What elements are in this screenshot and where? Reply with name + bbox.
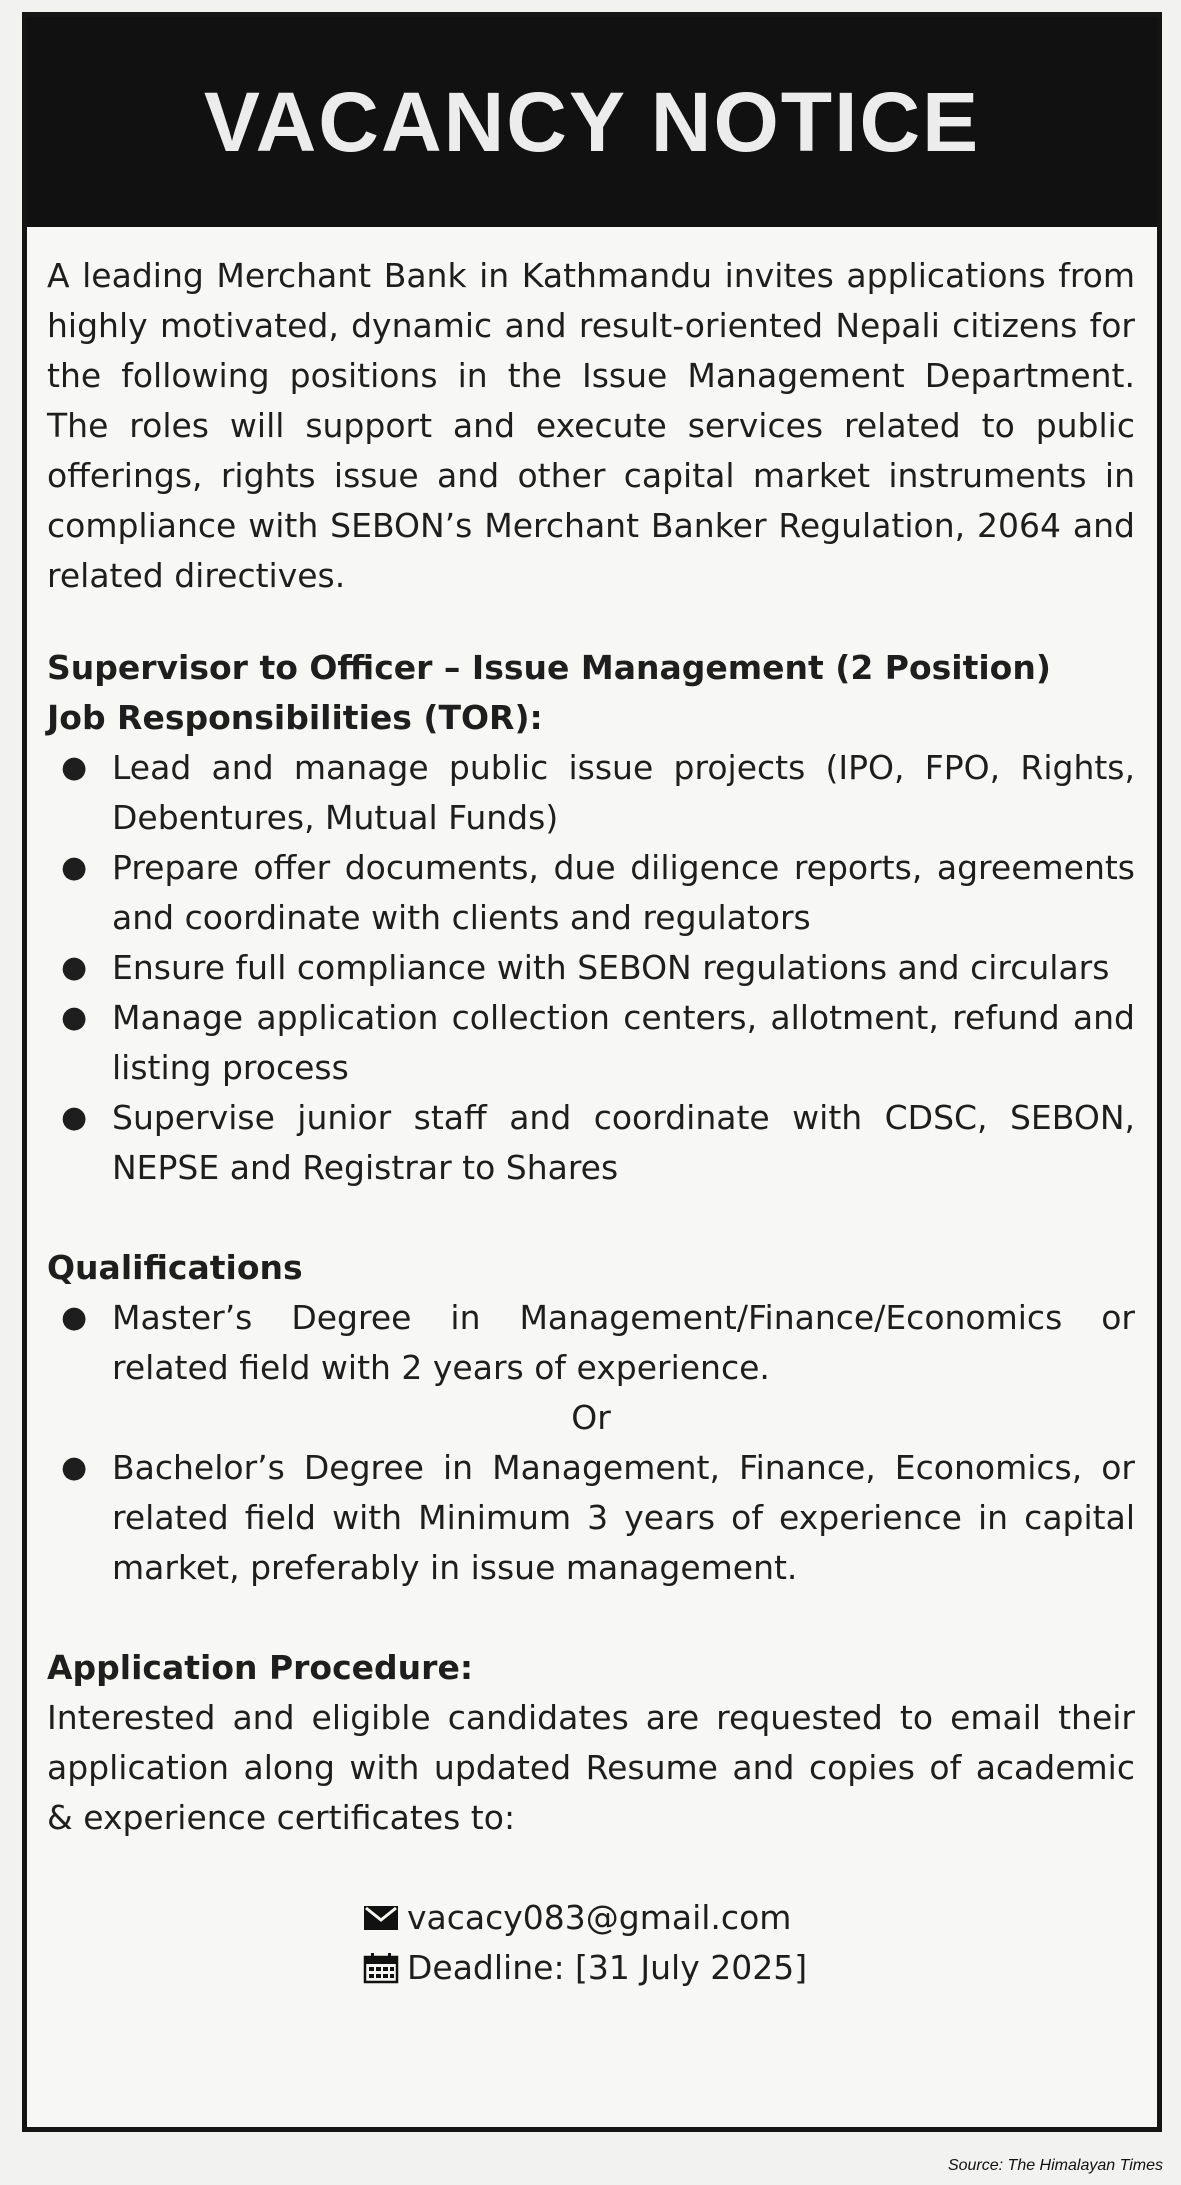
qualifications-heading: Qualifications: [47, 1248, 303, 1287]
email-address[interactable]: vacacy083@gmail.com: [407, 1898, 792, 1937]
position-title: Supervisor to Officer – Issue Management (2 Position): [47, 648, 1051, 687]
list-item: ● Ensure full compliance with SEBON regulations and circulars: [47, 943, 1135, 993]
application-text: Interested and eligible candidates are requested to email their application along with updated Resume and copies of academic & experience certificates to:: [47, 1698, 1135, 1837]
list-item: ● Lead and manage public issue projects (IPO, FPO, Rights, Debentures, Mutual Funds): [47, 743, 1135, 843]
notice-header: [27, 17, 1157, 227]
source-credit: Source: The Himalayan Times: [947, 2157, 1163, 2174]
intro-paragraph: A leading Merchant Bank in Kathmandu invites applications from highly motivated, dynamic and result-oriented Nepali citizens for the following positions in the Issue Management Department. The roles will support and execute services related to public offerings, rights issue and other capital market instruments in compliance with SEBON’s Merchant Banker Regulation, 2064 and related directives.: [47, 256, 1135, 595]
responsibilities-heading: Job Responsibilities (TOR):: [47, 698, 543, 737]
responsibilities-list: [47, 743, 1135, 1193]
application-heading: Application Procedure:: [47, 1648, 474, 1687]
bullet-icon: ●: [61, 1300, 88, 1335]
notice-title: VACANCY NOTICE: [203, 74, 981, 169]
qualifications-list: [47, 1293, 1135, 1393]
bullet-icon: ●: [61, 1000, 88, 1035]
list-item: ● Bachelor’s Degree in Management, Finance, Economics, or related field with Minimum 3 years of experience in capital market, preferably in issue management.: [47, 1443, 1135, 1593]
list-item: ● Supervise junior staff and coordinate with CDSC, SEBON, NEPSE and Registrar to Shares: [47, 1093, 1135, 1193]
list-item: ● Manage application collection centers, allotment, refund and listing process: [47, 993, 1135, 1093]
or-separator: Or: [571, 1398, 611, 1437]
email-row: [363, 1893, 1135, 1943]
vacancy-notice: [22, 12, 1162, 2132]
qualifications-list-alt: [47, 1443, 1135, 1593]
spacer: [47, 1593, 1135, 1643]
spacer: [47, 1193, 1135, 1243]
bullet-icon: ●: [61, 850, 88, 885]
calendar-icon: [363, 1952, 407, 1984]
envelope-icon: [363, 1905, 407, 1931]
list-item: ● Master’s Degree in Management/Finance/Economics or related field with 2 years of experience.: [47, 1293, 1135, 1393]
deadline-text: Deadline: [31 July 2025]: [407, 1948, 808, 1987]
contact-block: [47, 1893, 1135, 1993]
bullet-icon: ●: [61, 950, 88, 985]
bullet-icon: ●: [61, 1450, 88, 1485]
bullet-icon: ●: [61, 750, 88, 785]
deadline-row: [363, 1943, 1135, 1993]
notice-body: [27, 227, 1157, 1993]
list-item: ● Prepare offer documents, due diligence reports, agreements and coordinate with clients and regulators: [47, 843, 1135, 943]
bullet-icon: ●: [61, 1100, 88, 1135]
